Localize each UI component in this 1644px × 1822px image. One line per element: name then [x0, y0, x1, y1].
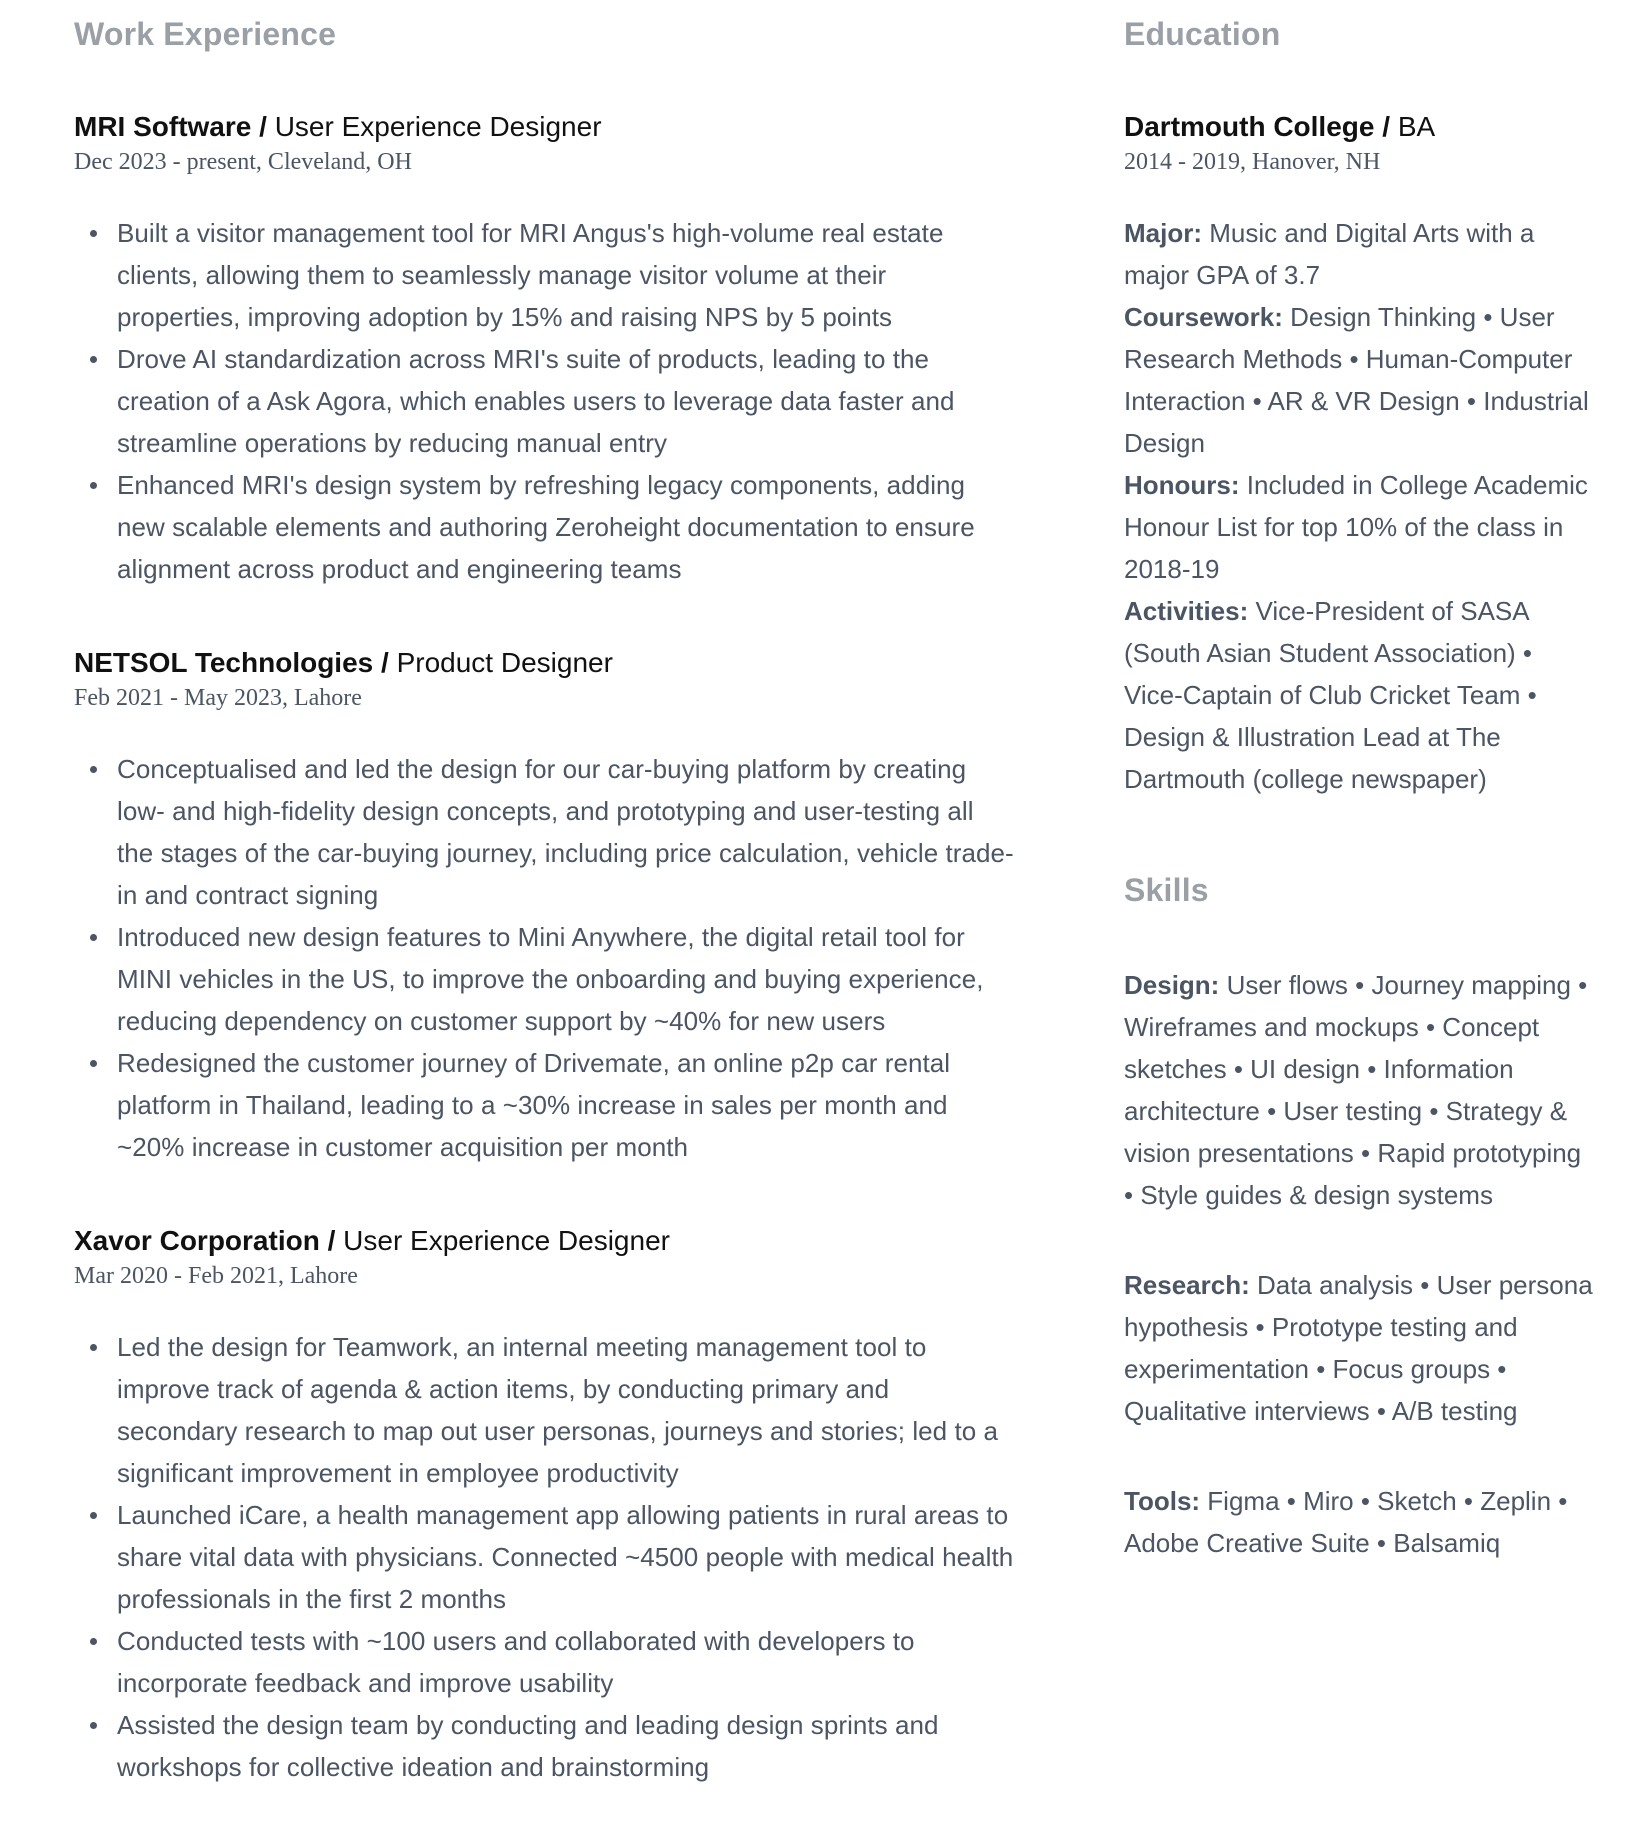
detail-value: Vice-President of SASA (South Asian Student Association) • Vice-Captain of Club Cricket Team • Design & Illustration Lead at The Dartmouth (college newspaper) [1124, 596, 1537, 794]
job-role: Product Designer [396, 647, 613, 678]
detail-value: Music and Digital Arts with a major GPA of 3.7 [1124, 218, 1535, 290]
skill-key: Research: [1124, 1270, 1250, 1300]
job-entry [74, 1222, 1014, 1788]
job-bullets [74, 748, 1014, 1168]
education-details [1124, 212, 1594, 800]
job-separator: / [259, 111, 267, 142]
job-entry [74, 108, 1014, 590]
detail-value: Included in College Academic Honour List for top 10% of the class in 2018-19 [1124, 470, 1588, 584]
job-heading [74, 1222, 1014, 1260]
job-dates-location: Mar 2020 - Feb 2021, Lahore [74, 1263, 358, 1289]
education-major [1124, 212, 1594, 296]
skill-value: User flows • Journey mapping • Wireframes and mockups • Concept sketches • UI design • Information architecture • User testing • Strategy & vision presentations • Rapid prototyping • Style guides & design systems [1124, 970, 1588, 1210]
education-entry [1124, 108, 1594, 800]
job-separator: / [381, 647, 389, 678]
detail-key: Coursework: [1124, 302, 1283, 332]
education-activities [1124, 590, 1594, 800]
job-dates-location: Dec 2023 - present, Cleveland, OH [74, 149, 412, 175]
education-heading [1124, 108, 1594, 146]
sidebar-column [1124, 14, 1594, 1564]
skill-value: Data analysis • User persona hypothesis • Prototype testing and experimentation • Focus groups • Qualitative interviews • A/B testing [1124, 1270, 1593, 1426]
job-heading [74, 644, 1014, 682]
job-bullet: Introduced new design features to Mini Anywhere, the digital retail tool for MINI vehicles in the US, to improve the onboarding and buying experience, reducing dependency on customer support by ~40% for new users [117, 916, 1014, 1042]
job-bullet: Drove AI standardization across MRI's suite of products, leading to the creation of a Ask Agora, which enables users to leverage data faster and streamline operations by reducing manual entry [117, 338, 1014, 464]
skills-title: Skills [1124, 872, 1209, 908]
job-company: NETSOL Technologies [74, 647, 374, 678]
education-school: Dartmouth College [1124, 111, 1375, 142]
job-bullets [74, 1326, 1014, 1788]
skill-key: Design: [1124, 970, 1220, 1000]
job-bullet: Enhanced MRI's design system by refreshing legacy components, adding new scalable elements and authoring Zeroheight documentation to ensure alignment across product and engineering teams [117, 464, 1014, 590]
education-separator: / [1382, 111, 1391, 142]
skill-value: Figma • Miro • Sketch • Zeplin • Adobe Creative Suite • Balsamiq [1124, 1486, 1568, 1558]
job-separator: / [327, 1225, 336, 1256]
skill-line [1124, 1480, 1594, 1564]
job-role: User Experience Designer [343, 1225, 670, 1256]
work-experience-section [74, 14, 1014, 1788]
job-bullet: Assisted the design team by conducting and leading design sprints and workshops for collective ideation and brainstorming [117, 1704, 1014, 1788]
skill-key: Tools: [1124, 1486, 1201, 1516]
education-dates-location: 2014 - 2019, Hanover, NH [1124, 149, 1381, 175]
education-title: Education [1124, 16, 1281, 52]
detail-value: Design Thinking • User Research Methods • Human-Computer Interaction • AR & VR Design • Industrial Design [1124, 302, 1589, 458]
skills-design [1124, 964, 1594, 1216]
job-bullet: Conducted tests with ~100 users and collaborated with developers to incorporate feedback and improve usability [117, 1620, 1014, 1704]
job-bullet: Built a visitor management tool for MRI Angus's high-volume real estate clients, allowing them to seamlessly manage visitor volume at their properties, improving adoption by 15% and raising NPS by 5 points [117, 212, 1014, 338]
job-heading [74, 108, 1014, 146]
work-experience-title: Work Experience [74, 16, 337, 52]
job-bullet: Conceptualised and led the design for our car-buying platform by creating low- and high-fidelity design concepts, and prototyping and user-testing all the stages of the car-buying journey, including price calculation, vehicle trade-in and contract signing [117, 748, 1014, 916]
education-degree: BA [1397, 111, 1436, 142]
job-company: Xavor Corporation [74, 1225, 320, 1256]
education-coursework [1124, 296, 1594, 464]
detail-key: Honours: [1124, 470, 1240, 500]
skill-line [1124, 1264, 1594, 1432]
detail-key: Activities: [1124, 596, 1249, 626]
job-entry [74, 644, 1014, 1168]
detail-key: Major: [1124, 218, 1202, 248]
job-role: User Experience Designer [274, 111, 602, 142]
job-dates-location: Feb 2021 - May 2023, Lahore [74, 685, 362, 711]
skill-line [1124, 964, 1594, 1216]
job-bullet: Launched iCare, a health management app allowing patients in rural areas to share vital data with physicians. Connected ~4500 people with medical health professionals in the first 2 months [117, 1494, 1014, 1620]
job-bullet: Redesigned the customer journey of Drivemate, an online p2p car rental platform in Thailand, leading to a ~30% increase in sales per month and ~20% increase in customer acquisition per month [117, 1042, 1014, 1168]
skills-tools [1124, 1480, 1594, 1564]
skills-research [1124, 1264, 1594, 1432]
job-company: MRI Software [74, 111, 252, 142]
job-bullet: Led the design for Teamwork, an internal meeting management tool to improve track of agenda & action items, by conducting primary and secondary research to map out user personas, journeys and stories; led to a significant improvement in employee productivity [117, 1326, 1014, 1494]
education-honours [1124, 464, 1594, 590]
job-bullets [74, 212, 1014, 590]
